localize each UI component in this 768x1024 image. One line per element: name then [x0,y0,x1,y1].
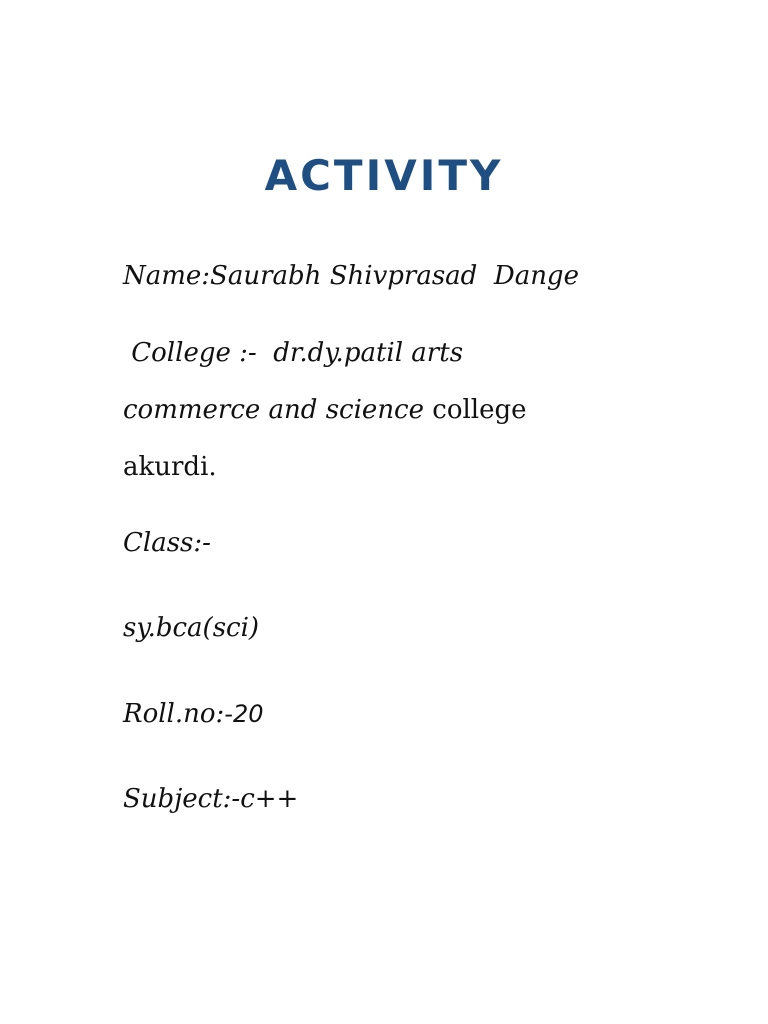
roll-value: -20 [224,700,264,728]
college-line-2-regular: college [424,395,527,425]
name-line: Name:Saurabh Shivprasad Dange [123,261,579,291]
subject-line: Subject:-c++ [123,784,299,814]
college-line-2-italic: commerce and science [123,395,425,425]
class-label: Class:- [123,528,211,558]
college-line-1: College :- dr.dy.patil arts [123,338,464,368]
roll-label: Roll.no: [123,699,225,729]
roll-line [123,697,264,731]
college-line-3: akurdi. [123,452,217,482]
class-value: sy.bca(sci) [123,613,260,643]
page-title: ACTIVITY [264,151,504,200]
college-line-2 [123,393,527,427]
